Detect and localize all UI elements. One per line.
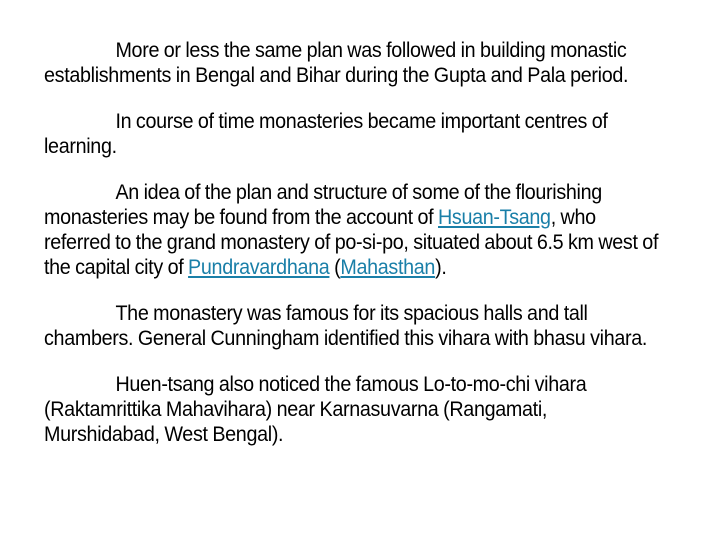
paragraph-text: (	[329, 256, 341, 279]
link-mahasthan[interactable]: Mahasthan	[340, 256, 436, 279]
paragraph-text: In course of time monasteries became important centres of learning.	[44, 110, 608, 158]
paragraph-text: More or less the same plan was followed in building monastic establishments in Bengal and Bihar during the Gupta and Pala period.	[44, 39, 629, 87]
paragraph-text: , who referred to the grand monastery of po-si-po, situated about 6.5 km west of the capital city of	[44, 206, 659, 279]
link-pundravardhana[interactable]: Pundravardhana	[188, 256, 330, 279]
paragraph-text: The monastery was famous for its spacious halls and tall chambers. General Cunningham identified this vihara with bhasu vihara.	[44, 302, 648, 350]
link-hsuan-tsang[interactable]: Hsuan-Tsang	[438, 206, 551, 229]
paragraph-monastic-plan	[44, 38, 664, 88]
paragraph-raktamrittika-vihara	[44, 372, 664, 447]
document-body	[44, 38, 664, 468]
paragraph-text: ).	[435, 256, 447, 279]
paragraph-centres-of-learning	[44, 109, 664, 159]
paragraph-text: Huen-tsang also noticed the famous Lo-to-mo-chi vihara (Raktamrittika Mahavihara) near Karnasuvarna (Rangamati, Murshidabad, West Bengal).	[44, 373, 587, 446]
paragraph-monastery-halls	[44, 301, 664, 351]
paragraph-text: An idea of the plan and structure of some of the flourishing monasteries may be found from the account of	[44, 181, 602, 229]
paragraph-hsuan-tsang-account	[44, 180, 664, 280]
